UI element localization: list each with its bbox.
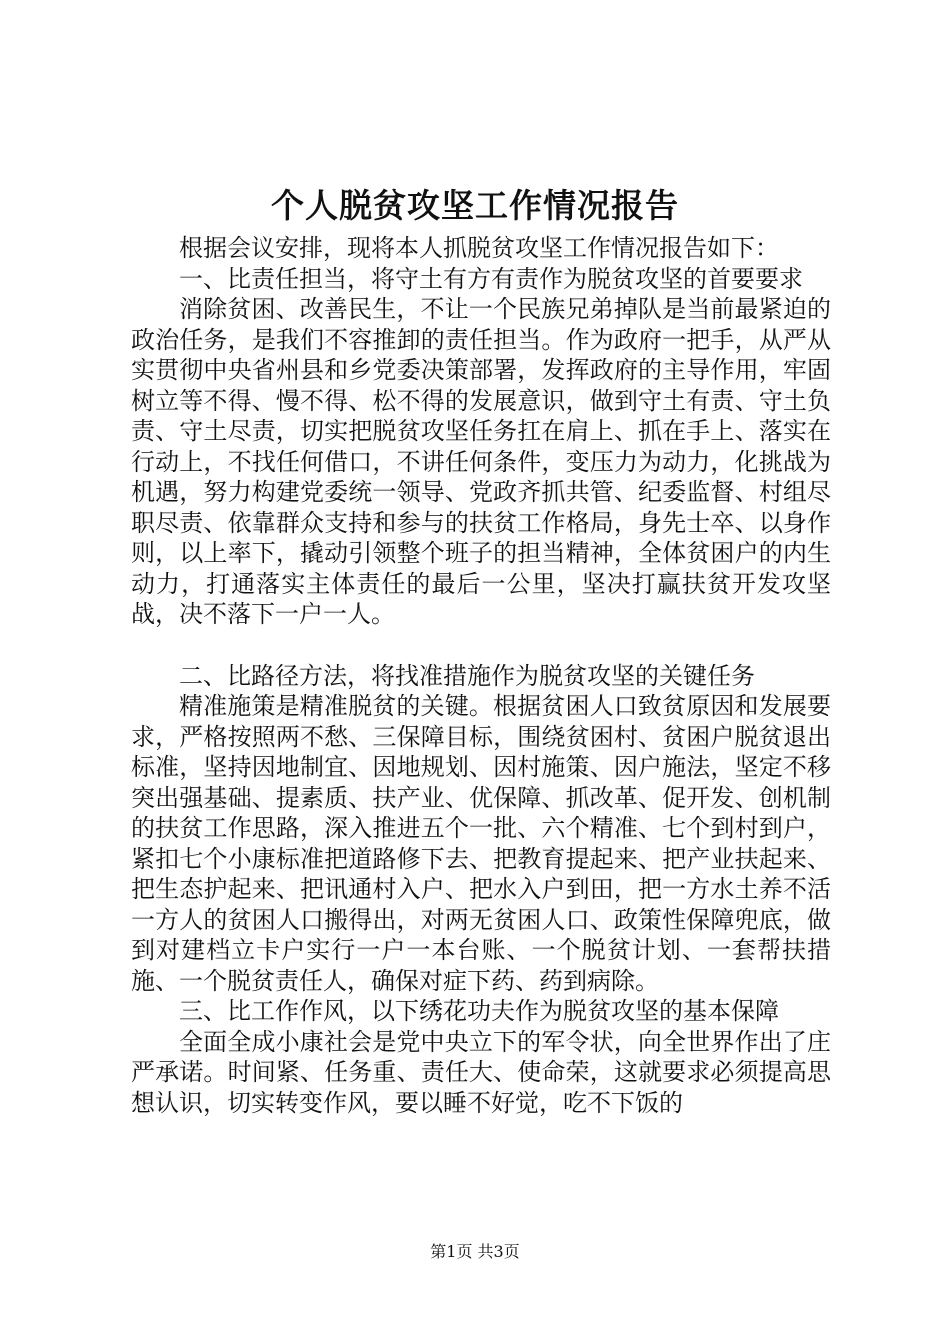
section-1-paragraph: 消除贫困、改善民生，不让一个民族兄弟掉队是当前最紧迫的政治任务，是我们不容推卸的责任担当。作为政府一把手，从严从实贯彻中央省州县和乡党委决策部署，发挥政府的主导作用，牢固树立等不得、慢不得、松不得的发展意识，做到守土有责、守土负责、守土尽责，切实把脱贫攻坚任务扛在肩上、抓在手上、落实在行动上，不找任何借口，不讲任何条件，变压力为动力，化挑战为机遇，努力构建党委统一领导、党政齐抓共管、纪委监督、村组尽职尽责、依靠群众支持和参与的扶贫工作格局，身先士卒、以身作则，以上率下，撬动引领整个班子的担当精神，全体贫困户的内生动力，打通落实主体责任的最后一公里，坚决打赢扶贫开发攻坚战，决不落下一户一人。	[131, 295, 831, 628]
page-number-label: 第1页 共3页	[430, 1242, 520, 1261]
document-title: 个人脱贫攻坚工作情况报告	[271, 186, 679, 225]
section-heading-1: 一、比责任担当，将守土有方有责作为脱贫攻坚的首要要求	[179, 264, 803, 293]
section-3-paragraph: 全面全成小康社会是党中央立下的军令状，向全世界作出了庄严承诺。时间紧、任务重、责任大、使命荣，这就要求必须提高思想认识，切实转变作风，要以睡不好觉，吃不下饭的	[131, 1027, 831, 1117]
document-body	[131, 233, 831, 1118]
intro-paragraph: 根据会议安排，现将本人抓脱贫攻坚工作情况报告如下：	[179, 234, 779, 262]
section-2-paragraph: 精准施策是精准脱贫的关键。根据贫困人口致贫原因和发展要求，严格按照两不愁、三保障目标，围绕贫困村、贫困户脱贫退出标准，坚持因地制宜、因地规划、因村施策、因户施法，坚定不移突出强基础、提素质、扶产业、优保障、抓改革、促开发、创机制的扶贫工作思路，深入推进五个一批、六个精准、七个到村到户，紧扣七个小康标准把道路修下去、把教育提起来、把产业扶起来、把生态护起来、把讯通村入户、把水入户到田，把一方水土养不活一方人的贫困人口搬得出，对两无贫困人口、政策性保障兜底，做到对建档立卡户实行一户一本台账、一个脱贫计划、一套帮扶措施、一个脱贫责任人，确保对症下药、药到病除。	[131, 692, 831, 995]
page-footer	[0, 1241, 950, 1263]
section-heading-2: 二、比路径方法，将找准措施作为脱贫攻坚的关键任务	[179, 661, 755, 690]
section-heading-3: 三、比工作作风，以下绣花功夫作为脱贫攻坚的基本保障	[179, 997, 779, 1025]
